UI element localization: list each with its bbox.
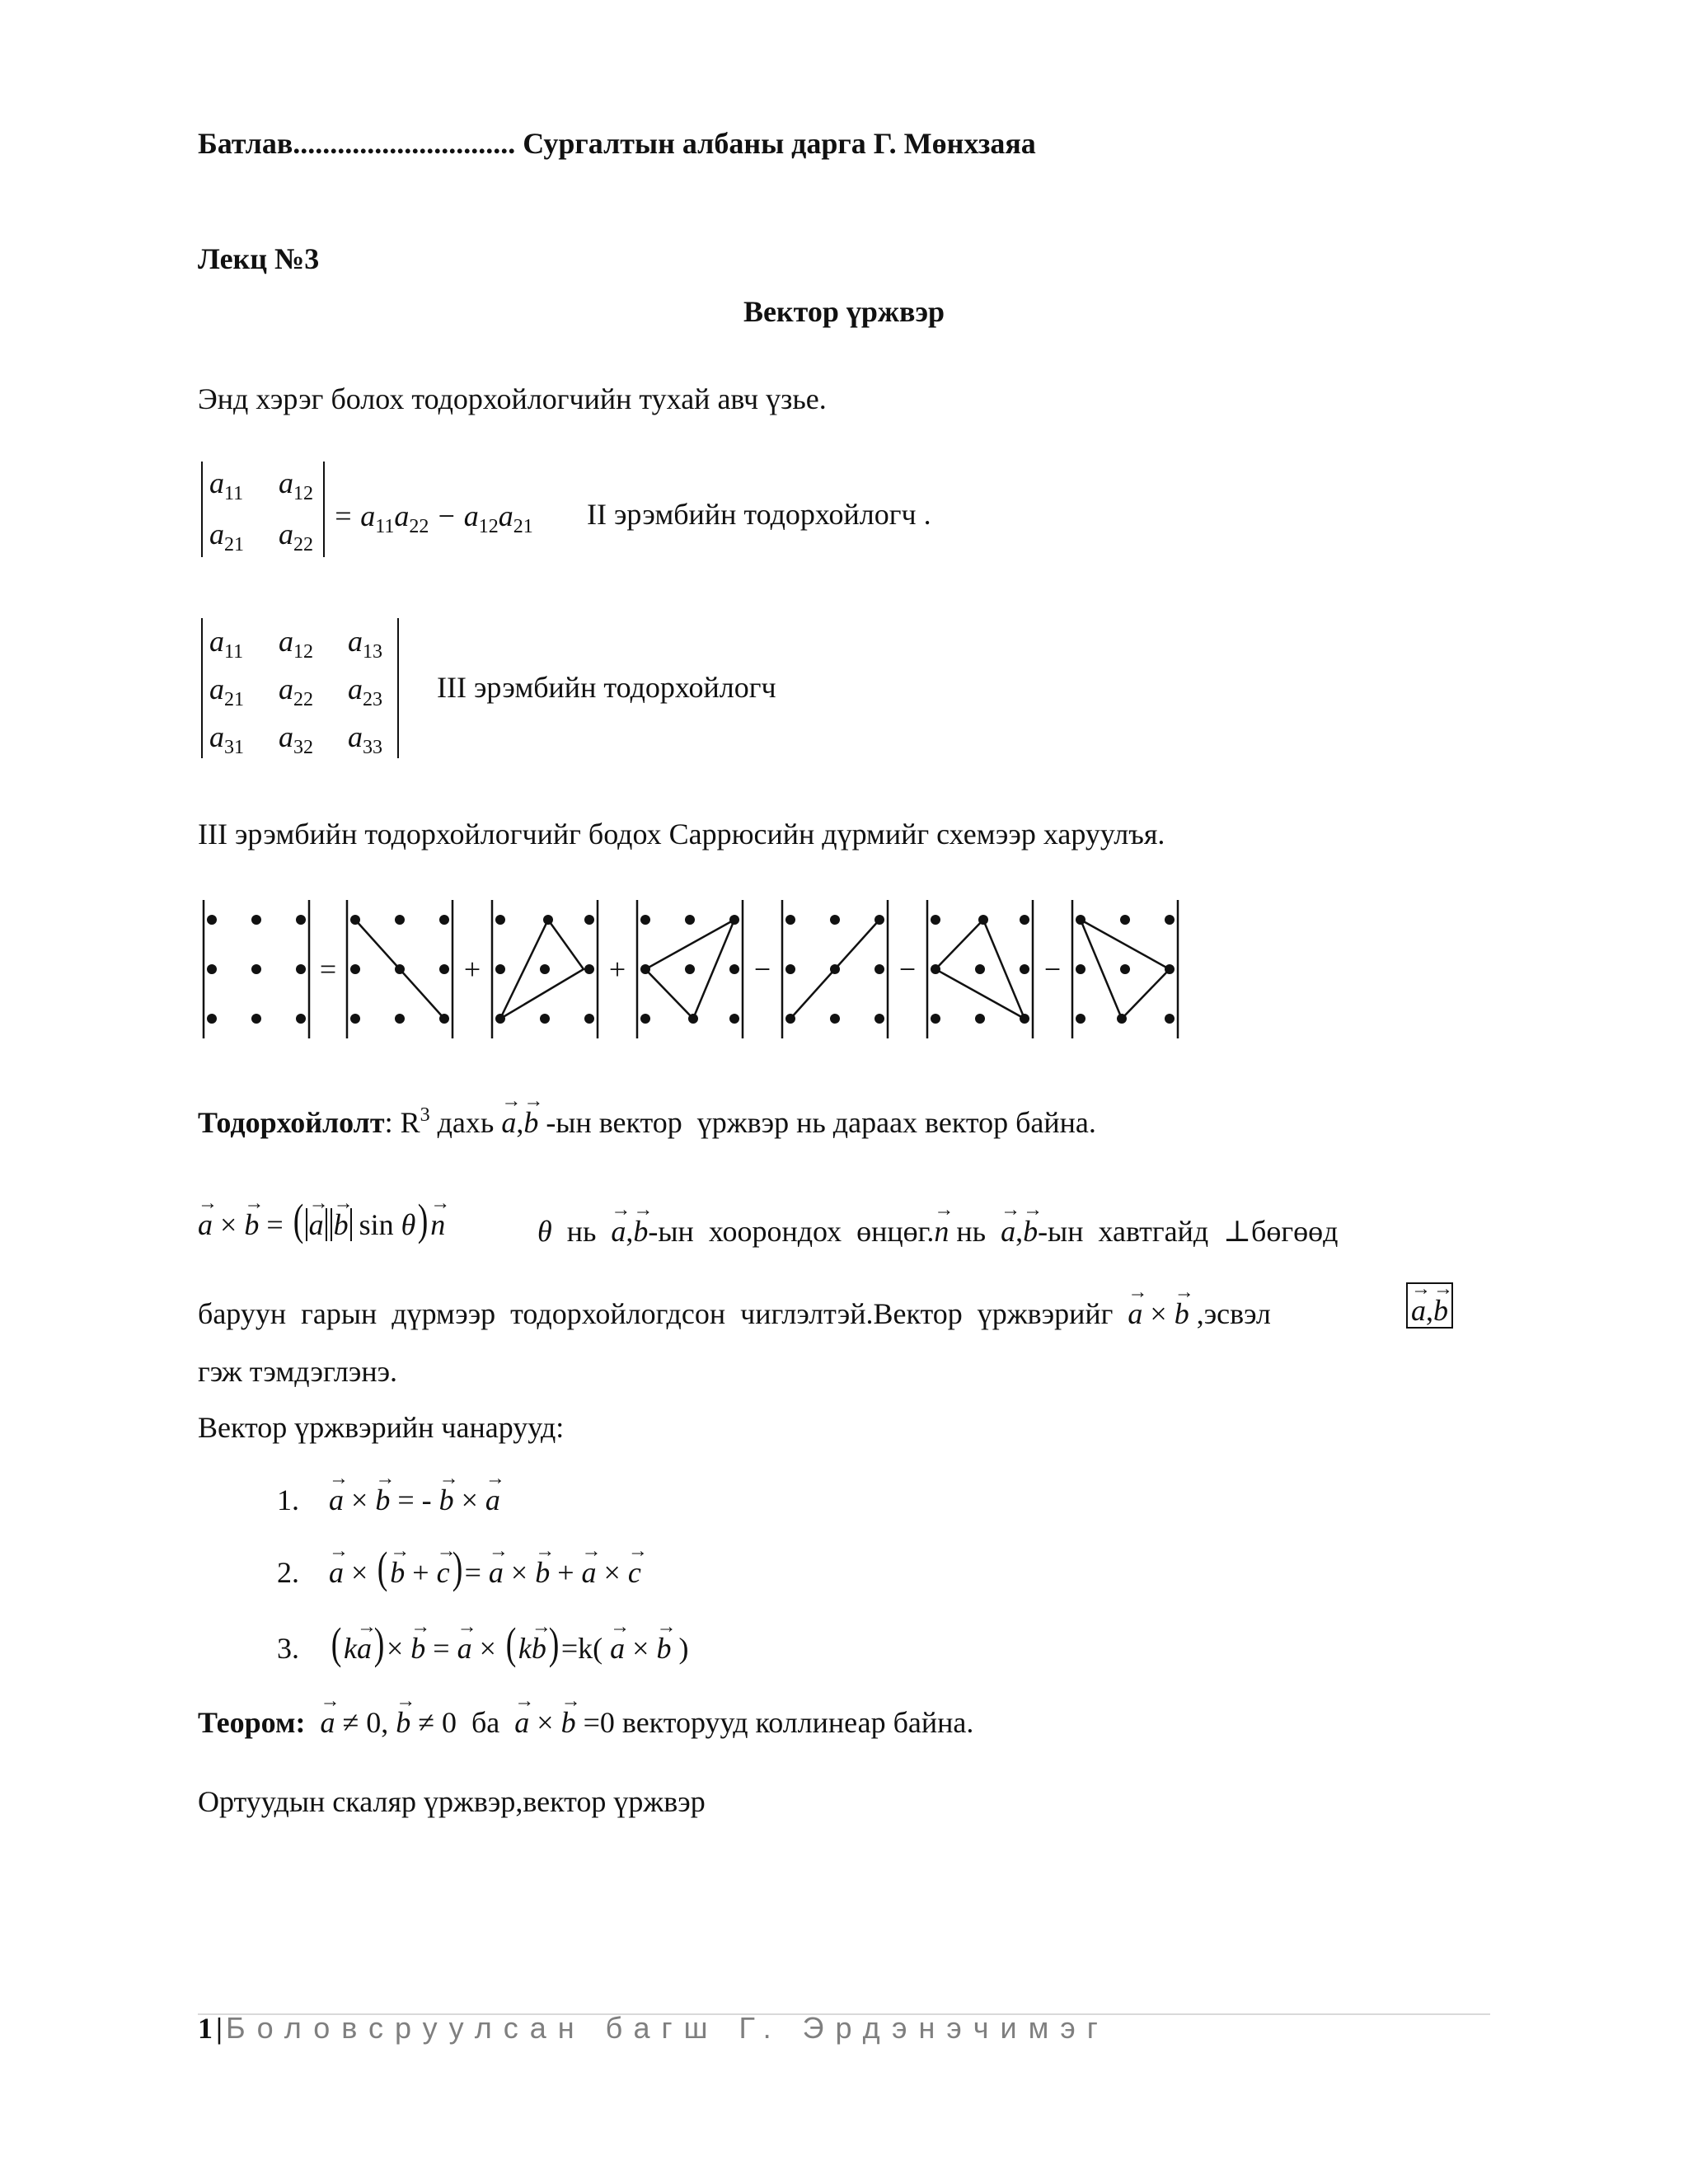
intro-text: Энд хэрэг болох тодорхойлогчийн тухай авч үзье. xyxy=(198,382,827,415)
det2-formula: = $a_{11}a_{22} - a_{12}a_{21}$ xyxy=(333,499,533,537)
lecture-number: Лекц №3 xyxy=(198,242,320,275)
property-num: 2. xyxy=(277,1556,299,1589)
sarrus-op-2: + xyxy=(608,953,626,986)
det2-matrix: $a_{11}$ $a_{12}$ $a_{21}$ $a_{22}$ xyxy=(201,462,325,557)
property-num: 1. xyxy=(277,1483,299,1516)
page-title: Вектор үржвэр xyxy=(743,295,945,328)
page-number: 1 xyxy=(198,2012,213,2045)
sarrus-op-4: − xyxy=(898,953,917,986)
sarrus-op-3: − xyxy=(753,953,771,986)
theorem-line: Теором: → a ≠ 0, → b ≠ 0 ба → a × → b =0 векторууд коллинеар байна. xyxy=(198,1694,973,1741)
footer-author: Боловсруулсан багш Г. Эрдэнэчимэг xyxy=(225,2011,1109,2045)
definition-line1: θ нь → a,→ b-ын хоорондох өнцөг.→ n нь → a,→ b-ын хавтгайд ⊥бөгөөд xyxy=(537,1203,1338,1249)
det3-caption: III эрэмбийн тодорхойлогч xyxy=(437,671,776,704)
theorem-label: Теором: xyxy=(198,1706,306,1739)
det3-matrix: $a_{11}$ $a_{12}$ $a_{13}$ $a_{21}$ $a_{22}$ $a_{23}$ $a_{31}$ $a_{32}$ $a_{33}$ xyxy=(201,618,399,758)
definition-line3: гэж тэмдэглэнэ. xyxy=(198,1355,398,1388)
property-item-2: 2. → a × (→ b + → c)= → a × → b + → a × → c xyxy=(277,1544,641,1591)
page-footer xyxy=(198,2011,1109,2046)
properties-heading: Вектор үржвэрийн чанарууд: xyxy=(198,1411,565,1444)
closing-text: Ортуудын скаляр үржвэр,вектор үржвэр xyxy=(198,1785,706,1818)
sarrus-text: III эрэмбийн тодорхойлогчийг бодох Саррюсийн дүрмийг схемээр харуулъя. xyxy=(198,818,1165,851)
property-item-3: 3. (k→ a)× → b = → a × (k→ b)=k( → a × → b ) xyxy=(277,1620,688,1666)
definition-line2: баруун гарын дүрмээр тодорхойлогдсон чиглэлтэй.Вектор үржвэрийг → a × → b ,эсвэл xyxy=(198,1286,1271,1332)
definition-line: Тодорхойлолт: $R^3$ дахь → a,→ b -ын вектор үржвэр нь дараах вектор байна. xyxy=(198,1094,1096,1141)
approval-line: Батлав.............................. Сургалтын албаны дарга Г. Мөнхзаяа xyxy=(198,127,1036,160)
sarrus-diagram xyxy=(190,895,1212,1043)
definition-label: Тодорхойлолт xyxy=(198,1106,385,1139)
sarrus-op-1: + xyxy=(463,953,481,986)
bracket-notation: → a,→ b xyxy=(1406,1282,1453,1329)
property-num: 3. xyxy=(277,1632,299,1665)
sarrus-op-5: − xyxy=(1043,953,1062,986)
sarrus-op-0: = xyxy=(319,953,337,986)
cross-product-formula: → a × → b = (→ a→ b sin θ)→ n xyxy=(198,1197,445,1243)
det2-caption: II эрэмбийн тодорхойлогч . xyxy=(587,498,931,531)
property-item-1: 1. → a × → b = - → b × → a xyxy=(277,1472,500,1518)
footer-separator: | xyxy=(216,2012,223,2045)
